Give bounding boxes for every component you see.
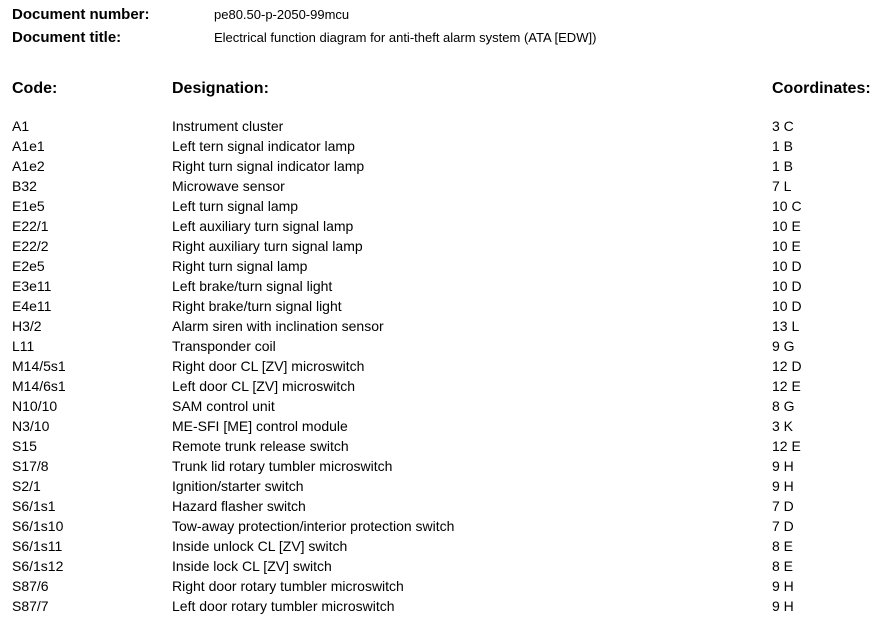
row-code: S15	[12, 438, 37, 454]
table-header	[0, 80, 892, 102]
row-coordinates: 7 L	[772, 178, 792, 194]
row-coordinates: 9 H	[772, 578, 794, 594]
table-row	[0, 157, 892, 177]
table-body	[0, 117, 892, 617]
row-designation: Instrument cluster	[172, 118, 284, 134]
table-row	[0, 377, 892, 397]
row-designation: Left turn signal lamp	[172, 198, 299, 214]
row-code: S2/1	[12, 478, 41, 494]
row-code: M14/6s1	[12, 378, 66, 394]
row-coordinates: 9 G	[772, 338, 795, 354]
row-code: S87/6	[12, 578, 49, 594]
row-code: E22/1	[12, 218, 49, 234]
row-code: L11	[12, 338, 35, 354]
row-coordinates: 8 G	[772, 398, 795, 414]
row-designation: Tow-away protection/interior protection switch	[172, 518, 455, 534]
row-designation: ME-SFI [ME] control module	[172, 418, 348, 434]
table-row	[0, 137, 892, 157]
row-designation: Transponder coil	[172, 338, 276, 354]
row-coordinates: 12 E	[772, 438, 801, 454]
row-code: E22/2	[12, 238, 49, 254]
row-designation: Right brake/turn signal light	[172, 298, 342, 314]
row-coordinates: 7 D	[772, 498, 794, 514]
row-coordinates: 1 B	[772, 138, 794, 154]
row-coordinates: 12 D	[772, 358, 802, 374]
row-code: E4e11	[12, 298, 52, 314]
document-title-row	[12, 29, 596, 46]
table-row	[0, 297, 892, 317]
row-coordinates: 3 K	[772, 418, 794, 434]
table-row	[0, 337, 892, 357]
column-header-code: Code:	[12, 80, 58, 97]
row-designation: Inside unlock CL [ZV] switch	[172, 538, 348, 554]
table-row	[0, 177, 892, 197]
row-coordinates: 8 E	[772, 558, 794, 574]
row-code: S6/1s10	[12, 518, 64, 534]
row-code: N3/10	[12, 418, 50, 434]
row-designation: Trunk lid rotary tumbler microswitch	[172, 458, 393, 474]
row-code: S6/1s12	[12, 558, 64, 574]
row-coordinates: 9 H	[772, 458, 794, 474]
column-header-designation: Designation:	[172, 80, 269, 97]
row-coordinates: 8 E	[772, 538, 794, 554]
table-row	[0, 257, 892, 277]
row-designation: Right door CL [ZV] microswitch	[172, 358, 365, 374]
row-code: A1	[12, 118, 30, 134]
row-designation: Left auxiliary turn signal lamp	[172, 218, 354, 234]
document-number-label: Document number:	[12, 6, 150, 23]
row-coordinates: 10 D	[772, 298, 802, 314]
row-code: E1e5	[12, 198, 45, 214]
row-code: A1e2	[12, 158, 45, 174]
table-row	[0, 457, 892, 477]
document-number-row	[12, 6, 349, 23]
column-header-coordinates: Coordinates:	[772, 80, 871, 97]
row-designation: Left door CL [ZV] microswitch	[172, 378, 356, 394]
table-row	[0, 537, 892, 557]
row-code: E3e11	[12, 278, 52, 294]
row-designation: Inside lock CL [ZV] switch	[172, 558, 332, 574]
row-code: B32	[12, 178, 37, 194]
table-row	[0, 117, 892, 137]
table-row	[0, 577, 892, 597]
row-designation: Left brake/turn signal light	[172, 278, 333, 294]
row-code: M14/5s1	[12, 358, 66, 374]
table-row	[0, 217, 892, 237]
table-row	[0, 437, 892, 457]
table-row	[0, 237, 892, 257]
table-row	[0, 517, 892, 537]
row-code: S17/8	[12, 458, 49, 474]
row-code: S6/1s1	[12, 498, 56, 514]
table-row	[0, 197, 892, 217]
row-designation: Right auxiliary turn signal lamp	[172, 238, 363, 254]
row-designation: Ignition/starter switch	[172, 478, 304, 494]
row-designation: SAM control unit	[172, 398, 275, 414]
row-designation: Left tern signal indicator lamp	[172, 138, 355, 154]
table-row	[0, 277, 892, 297]
row-designation: Left door rotary tumbler microswitch	[172, 598, 395, 614]
table-row	[0, 557, 892, 577]
row-designation: Right door rotary tumbler microswitch	[172, 578, 404, 594]
document-title-value: Electrical function diagram for anti-theft alarm system (ATA [EDW])	[214, 30, 597, 45]
row-coordinates: 1 B	[772, 158, 794, 174]
row-coordinates: 9 H	[772, 598, 794, 614]
table-row	[0, 357, 892, 377]
row-designation: Right turn signal indicator lamp	[172, 158, 365, 174]
table-row	[0, 597, 892, 617]
row-code: E2e5	[12, 258, 45, 274]
row-coordinates: 7 D	[772, 518, 794, 534]
row-code: S6/1s11	[12, 538, 63, 554]
row-designation: Microwave sensor	[172, 178, 285, 194]
table-row	[0, 477, 892, 497]
row-coordinates: 13 L	[772, 318, 800, 334]
row-coordinates: 10 E	[772, 238, 801, 254]
row-designation: Remote trunk release switch	[172, 438, 349, 454]
table-row	[0, 397, 892, 417]
row-designation: Right turn signal lamp	[172, 258, 308, 274]
row-code: A1e1	[12, 138, 45, 154]
row-coordinates: 10 C	[772, 198, 802, 214]
row-code: S87/7	[12, 598, 49, 614]
row-designation: Hazard flasher switch	[172, 498, 306, 514]
row-coordinates: 10 D	[772, 258, 802, 274]
document-number-value: pe80.50-p-2050-99mcu	[214, 7, 350, 22]
row-code: N10/10	[12, 398, 58, 414]
table-row	[0, 317, 892, 337]
row-designation: Alarm siren with inclination sensor	[172, 318, 384, 334]
row-coordinates: 3 C	[772, 118, 794, 134]
row-coordinates: 10 E	[772, 218, 801, 234]
document-title-label: Document title:	[12, 29, 122, 46]
row-coordinates: 10 D	[772, 278, 802, 294]
table-row	[0, 417, 892, 437]
row-coordinates: 9 H	[772, 478, 794, 494]
table-row	[0, 497, 892, 517]
row-code: H3/2	[12, 318, 42, 334]
row-coordinates: 12 E	[772, 378, 801, 394]
